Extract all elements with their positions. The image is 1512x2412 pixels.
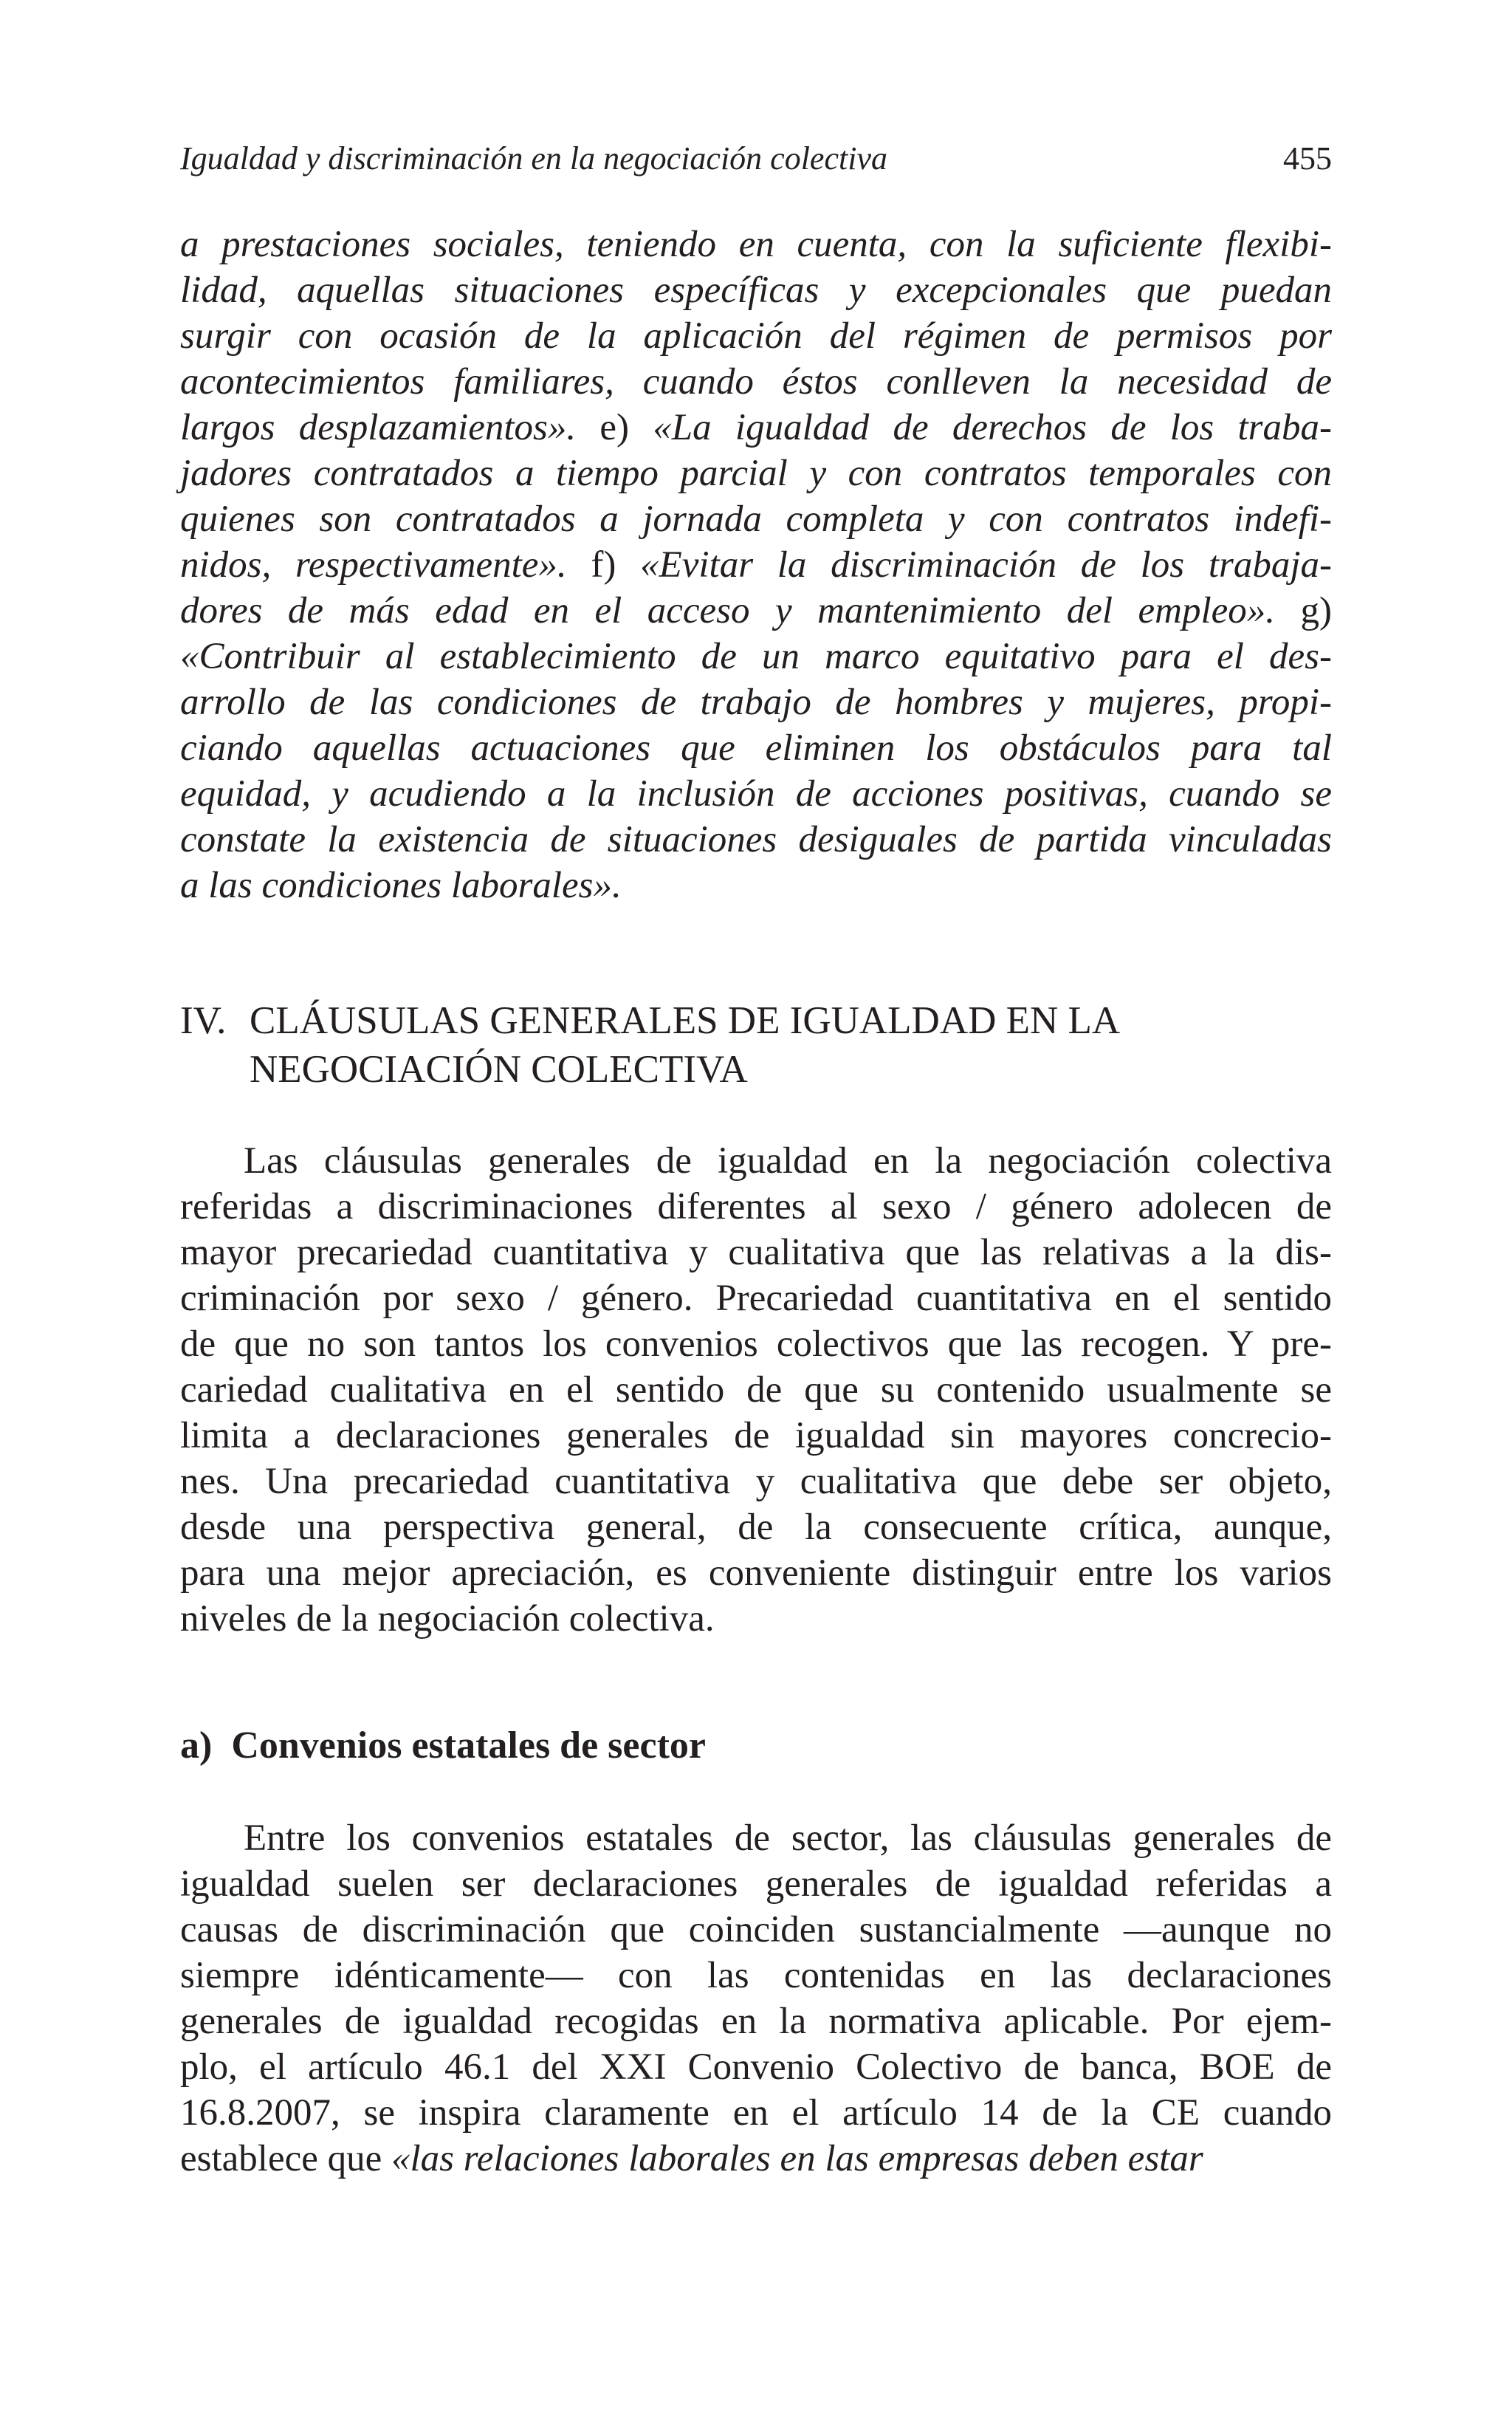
italic-text: constate la existencia de situaciones desiguales de partida vinculadas [180, 819, 1332, 860]
italic-text: dores de más edad en el acceso y mantenimiento del empleo». [180, 590, 1276, 631]
text-run: nes. Una precariedad cuantitativa y cualitativa que debe ser objeto, [180, 1461, 1332, 1502]
text-run: mayor precariedad cuantitativa y cualitativa que las relativas a la dis- [180, 1232, 1332, 1273]
text-line [180, 2090, 1332, 2136]
text-run: e) [576, 407, 653, 448]
italic-text: lidad, aquellas situaciones específicas y excepcionales que puedan [180, 270, 1332, 311]
italic-text: «Contribuir al establecimiento de un marco equitativo para el des- [180, 636, 1332, 677]
text-line [180, 450, 1332, 496]
text-line [180, 542, 1332, 588]
text-line [180, 588, 1332, 634]
italic-text: a prestaciones sociales, teniendo en cuenta, con la suficiente flexibi- [180, 224, 1332, 265]
italic-text: a las condiciones laborales». [180, 865, 622, 906]
running-title: Igualdad y discriminación en la negociación colectiva [180, 140, 887, 177]
text-run: f) [566, 544, 641, 586]
text-line [180, 1321, 1332, 1367]
text-line [180, 2136, 1332, 2182]
text-line [180, 405, 1332, 450]
text-run: criminación por sexo / género. Precariedad cuantitativa en el sentido [180, 1278, 1332, 1319]
text-run: plo, el artículo 46.1 del XXI Convenio Colectivo de banca, BOE de [180, 2046, 1332, 2088]
text-run: de que no son tantos los convenios colectivos que las recogen. Y pre- [180, 1323, 1332, 1365]
paragraph-quoted-clauses [180, 222, 1332, 908]
text-line [180, 1953, 1332, 1998]
text-line [180, 634, 1332, 679]
text-line [180, 359, 1332, 405]
text-line [180, 496, 1332, 542]
text-line [180, 1184, 1332, 1230]
text-line [180, 1596, 1332, 1642]
text-run: Entre los convenios estatales de sector, las cláusulas generales de [244, 1817, 1332, 1859]
italic-text: largos desplazamientos». [180, 407, 577, 448]
text-line [180, 1907, 1332, 1953]
text-run: limita a declaraciones generales de igualdad sin mayores concrecio- [180, 1415, 1332, 1456]
italic-text: arrollo de las condiciones de trabajo de hombres y mujeres, propi- [180, 682, 1332, 723]
italic-text: «La igualdad de derechos de los traba- [653, 407, 1333, 448]
text-run: niveles de la negociación colectiva. [180, 1598, 715, 1640]
section-heading [180, 996, 1332, 1094]
text-line [180, 1861, 1332, 1907]
text-line [180, 679, 1332, 725]
text-run: referidas a discriminaciones diferentes al sexo / género adolecen de [180, 1186, 1332, 1227]
section-title-part-2: NEGOCIACIÓN COLECTIVA [250, 1048, 748, 1091]
section-heading-line-1 [180, 996, 1332, 1045]
italic-text: jadores contratados a tiempo parcial y con contratos temporales con [180, 453, 1332, 494]
text-run: g) [1275, 590, 1333, 631]
paragraph-state-sector-agreements [180, 1815, 1332, 2182]
text-line [180, 1998, 1332, 2044]
page-number: 455 [1283, 140, 1332, 177]
text-line [180, 1138, 1332, 1184]
text-line [180, 1275, 1332, 1321]
text-run: causas de discriminación que coinciden sustancialmente —aunque no [180, 1909, 1332, 1950]
text-line [180, 1815, 1332, 1861]
italic-text: ciando aquellas actuaciones que eliminen los obstáculos para tal [180, 727, 1332, 769]
text-line [180, 863, 1332, 908]
text-line [180, 2044, 1332, 2090]
section-title-part-1: CLÁUSULAS GENERALES DE IGUALDAD EN LA [250, 999, 1121, 1042]
text-run: establece que [180, 2138, 392, 2179]
text-line [180, 1459, 1332, 1504]
text-run: Las cláusulas generales de igualdad en la negociación colectiva [244, 1140, 1332, 1182]
italic-text: quienes son contratados a jornada completa y con contratos indefi- [180, 498, 1332, 540]
text-run: generales de igualdad recogidas en la normativa aplicable. Por ejem- [180, 2001, 1332, 2042]
text-line [180, 1504, 1332, 1550]
text-line [180, 771, 1332, 817]
text-run: 16.8.2007, se inspira claramente en el artículo 14 de la CE cuando [180, 2092, 1332, 2134]
text-line [180, 222, 1332, 267]
page-header [180, 133, 1332, 185]
text-line [180, 1413, 1332, 1459]
subsection-heading: a) Convenios estatales de sector [180, 1724, 706, 1767]
paragraph-general-clauses [180, 1138, 1332, 1642]
text-run: para una mejor apreciación, es conveniente distinguir entre los varios [180, 1552, 1332, 1594]
text-run: desde una perspectiva general, de la consecuente crítica, aunque, [180, 1507, 1332, 1548]
text-line [180, 1367, 1332, 1413]
text-run: siempre idénticamente— con las contenidas en las declaraciones [180, 1955, 1332, 1996]
italic-text: «las relaciones laborales en las empresas deben estar [391, 2138, 1203, 2179]
italic-text: equidad, y acudiendo a la inclusión de acciones positivas, cuando se [180, 773, 1332, 815]
section-number: IV. [180, 999, 227, 1042]
text-line [180, 725, 1332, 771]
italic-text: nidos, respectivamente». [180, 544, 567, 586]
text-run: cariedad cualitativa en el sentido de que su contenido usualmente se [180, 1369, 1332, 1411]
italic-text: acontecimientos familiares, cuando éstos conlleven la necesidad de [180, 361, 1332, 402]
italic-text: «Evitar la discriminación de los trabaja- [640, 544, 1333, 586]
italic-text: surgir con ocasión de la aplicación del régimen de permisos por [180, 315, 1332, 357]
text-line [180, 267, 1332, 313]
text-line [180, 313, 1332, 359]
text-run: igualdad suelen ser declaraciones generales de igualdad referidas a [180, 1863, 1332, 1905]
text-line [180, 817, 1332, 863]
text-line [180, 1230, 1332, 1275]
text-line [180, 1550, 1332, 1596]
